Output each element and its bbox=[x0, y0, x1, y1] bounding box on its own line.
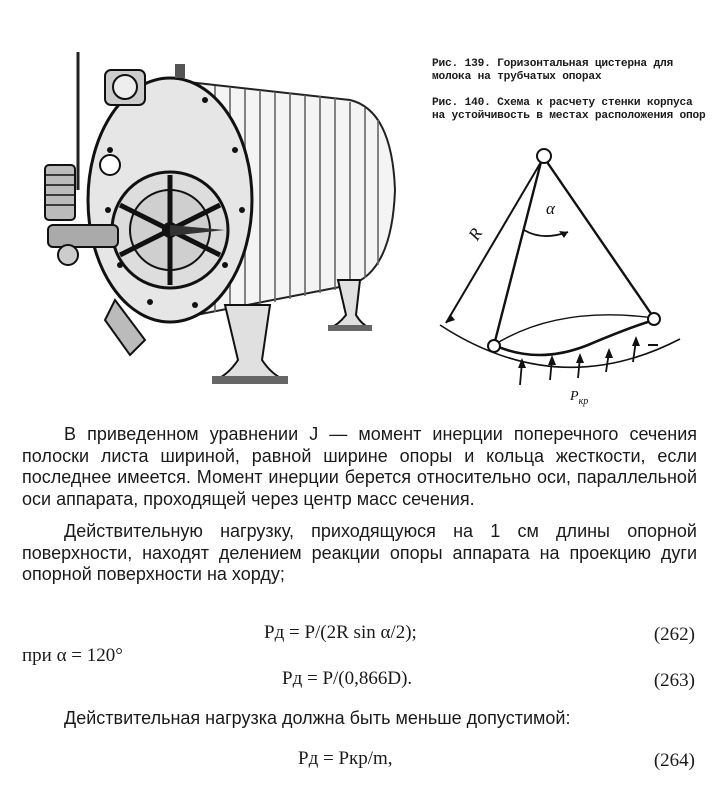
equation-264-number: (264) bbox=[653, 750, 695, 771]
closing-text: Действительная нагрузка должна быть меньше допустимой: bbox=[64, 708, 571, 728]
alpha-label: α bbox=[546, 199, 555, 218]
figure-140-caption: Рис. 140. Схема к расчету стенки корпуса на устойчивость в местах расположения опор bbox=[432, 97, 706, 122]
stability-scheme-diagram bbox=[428, 140, 708, 410]
equation-262-number: (262) bbox=[653, 624, 695, 645]
pkr-label: $P_{кр}$ bbox=[570, 389, 589, 407]
right-node bbox=[648, 313, 660, 325]
equation-262: Pд = P/(2R sin α/2); bbox=[264, 622, 417, 643]
body-text bbox=[22, 424, 697, 586]
r-label: R bbox=[464, 224, 487, 244]
equation-263-number: (263) bbox=[653, 670, 695, 691]
paragraph-1: В приведенном уравнении J — момент инерции поперечного сечения полоски листа шириной, равной ширине опоры и кольца жесткости, если последнее имеется. Момент инерции берется относительно оси, параллельной оси аппарата, проходящей через центр масс сечения. bbox=[22, 424, 697, 509]
tank-illustration bbox=[20, 40, 425, 400]
condition-label: при α = 120° bbox=[22, 645, 123, 666]
paragraph-2: Действительную нагрузку, приходящуюся на 1 см длины опорной поверхности, находят делением реакции опоры аппарата на проекцию дуги опорной поверхности на хорду; bbox=[22, 521, 697, 584]
left-node bbox=[488, 340, 500, 352]
equation-263: Pд = P/(0,866D). bbox=[282, 668, 413, 689]
figure-139-caption: Рис. 139. Горизонтальная цистерна для молока на трубчатых опорах bbox=[432, 58, 674, 83]
equation-264: Pд = Pкр/m, bbox=[298, 748, 393, 769]
top-pivot bbox=[537, 149, 551, 163]
